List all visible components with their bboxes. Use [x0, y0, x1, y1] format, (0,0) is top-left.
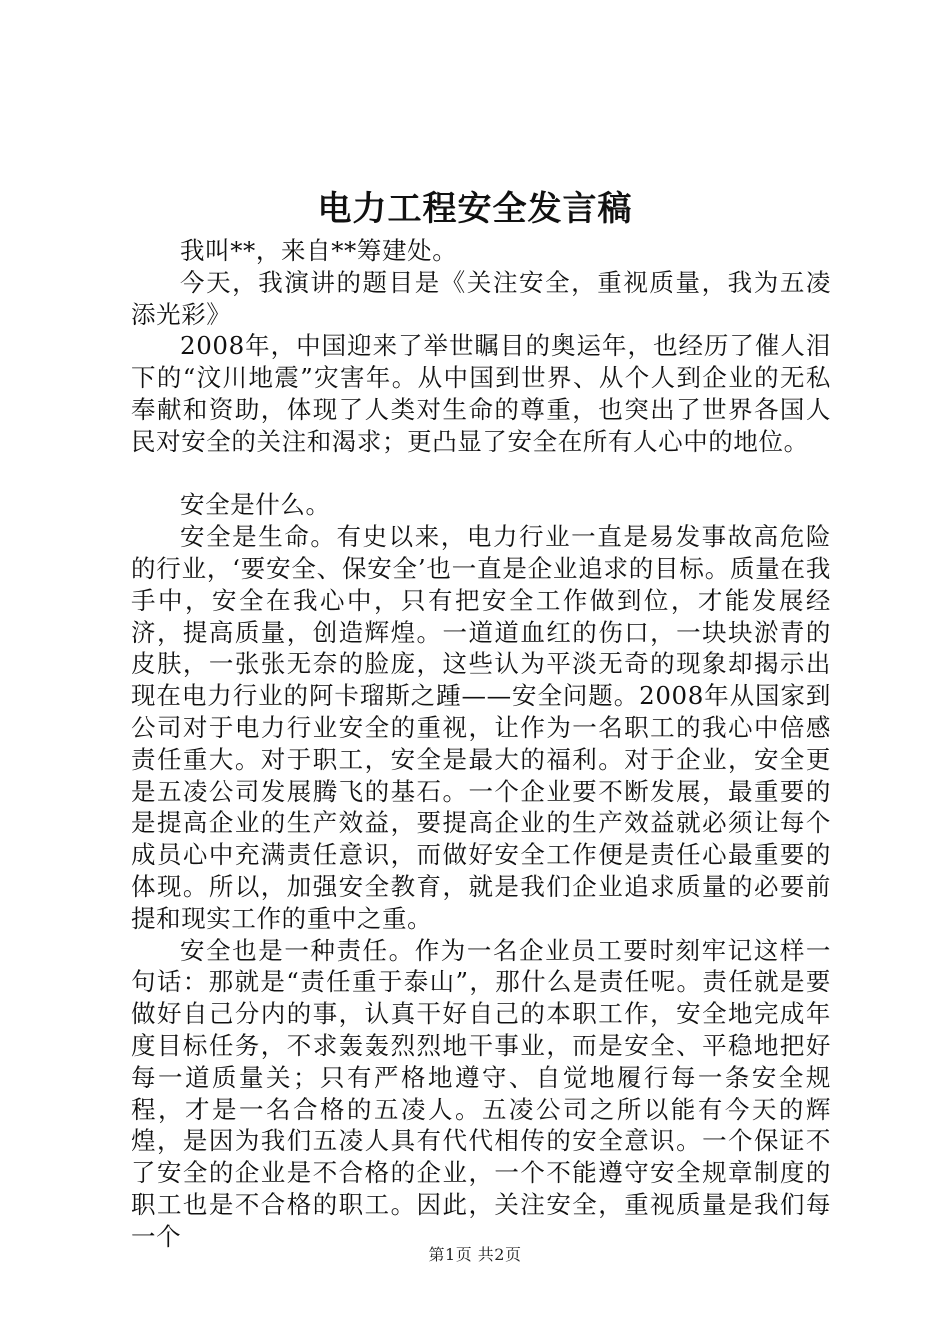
- paragraph-safety-is-responsibility: 安全也是一种责任。作为一名企业员工要时刻牢记这样一句话：那就是“责任重于泰山”，那什么是责任呢。责任就是要做好自己分内的事，认真干好自己的本职工作，安全地完成年度目标任务，不求轰轰烈烈地干事业，而是安全、平稳地把好每一道质量关；只有严格地遵守、自觉地履行每一条安全规程，才是一名合格的五凌人。五凌公司之所以能有今天的辉煌，是因为我们五凌人具有代代相传的安全意识。一个保证不了安全的企业是不合格的企业，一个不能遵守安全规章制度的职工也是不合格的职工。因此，关注安全，重视质量是我们每一个: [131, 935, 831, 1251]
- document-body: [131, 235, 831, 1253]
- paragraph-question: 安全是什么。: [180, 490, 331, 520]
- document-title: 电力工程安全发言稿: [317, 189, 633, 229]
- paragraph-topic: 今天，我演讲的题目是《关注安全，重视质量，我为五凌添光彩》: [131, 267, 831, 329]
- paragraph-intro: 我叫**，来自**筹建处。: [180, 236, 458, 265]
- page-number-footer: 第1页 共2页: [428, 1245, 522, 1264]
- blank-line: [131, 458, 831, 490]
- paragraph-olympics: 2008年，中国迎来了举世瞩目的奥运年，也经历了催人泪下的“汶川地震”灾害年。从中国到世界、从个人到企业的无私奉献和资助，体现了人类对生命的尊重，也突出了世界各国人民对安全的关注和渴求；更凸显了安全在所有人心中的地位。: [131, 331, 831, 456]
- paragraph-safety-is-life: 安全是生命。有史以来，电力行业一直是易发事故高危险的行业，‘要安全、保安全’也一直是企业追求的目标。质量在我手中，安全在我心中，只有把安全工作做到位，才能发展经济，提高质量，创造辉煌。一道道血红的伤口，一块块淤青的皮肤，一张张无奈的脸庞，这些认为平淡无奇的现象却揭示出现在电力行业的阿卡瑠斯之踵——安全问题。2008年从国家到公司对于电力行业安全的重视，让作为一名职工的我心中倍感责任重大。对于职工，安全是最大的福利。对于企业，安全更是五凌公司发展腾飞的基石。一个企业要不断发展，最重要的是提高企业的生产效益，要提高企业的生产效益就必须让每个成员心中充满责任意识，而做好安全工作便是责任心最重要的体现。所以，加强安全教育，就是我们企业追求质量的必要前提和现实工作的重中之重。: [131, 522, 831, 933]
